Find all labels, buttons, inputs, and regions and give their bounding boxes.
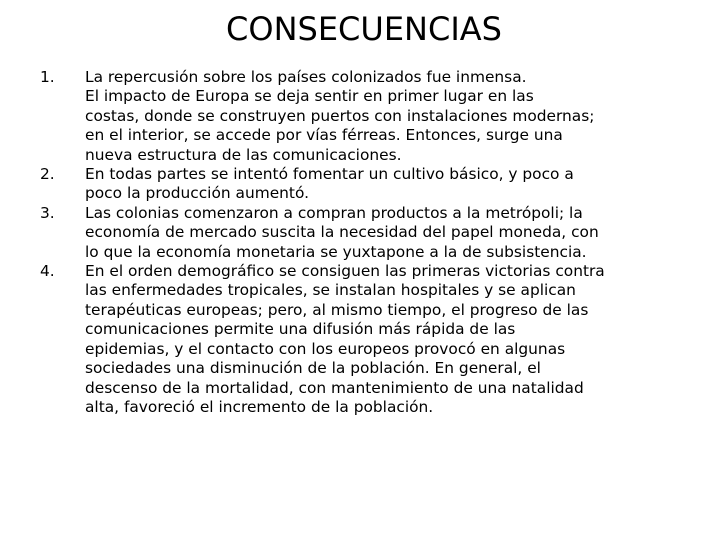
bullet-list [40, 68, 690, 417]
item-text-line: nueva estructura de las comunicaciones. [85, 145, 402, 164]
item-text-line: alta, favoreció el incremento de la población. [85, 397, 434, 416]
list-item [40, 165, 690, 204]
item-text-line: lo que la economía monetaria se yuxtapone a la de subsistencia. [85, 242, 587, 261]
item-text-line: epidemias, y el contacto con los europeos provocó en algunas [85, 339, 566, 358]
item-text-line: comunicaciones permite una difusión más rápida de las [85, 320, 516, 339]
item-number: 4. [40, 262, 55, 281]
item-text-line: en el interior, se accede por vías férreas. Entonces, surge una [85, 126, 563, 145]
item-number: 1. [40, 68, 55, 86]
slide-title: CONSECUENCIAS [226, 10, 502, 48]
item-text-line: En el orden demográfico se consiguen las primeras victorias contra [85, 262, 605, 281]
item-text-line: Las colonias comenzaron a compran productos a la metrópoli; la [85, 203, 583, 222]
item-text-line: terapéuticas europeas; pero, al mismo tiempo, el progreso de las [85, 300, 589, 319]
item-text-line: economía de mercado suscita la necesidad del papel moneda, con [85, 223, 599, 242]
list-item [40, 262, 690, 417]
item-text-line: El impacto de Europa se deja sentir en primer lugar en las [85, 87, 534, 106]
item-text-line: sociedades una disminución de la población. En general, el [85, 359, 541, 378]
item-text-line: descenso de la mortalidad, con mantenimiento de una natalidad [85, 378, 584, 397]
item-number: 3. [40, 203, 55, 222]
item-number: 2. [40, 165, 55, 184]
list-item [40, 204, 690, 262]
item-text-line: En todas partes se intentó fomentar un cultivo básico, y poco a [85, 165, 574, 184]
item-text-line: poco la producción aumentó. [85, 184, 309, 203]
item-text-line: costas, donde se construyen puertos con instalaciones modernas; [85, 106, 595, 125]
item-text-line: las enfermedades tropicales, se instalan hospitales y se aplican [85, 281, 576, 300]
item-text-line: La repercusión sobre los países colonizados fue inmensa. [85, 68, 527, 86]
list-item [40, 68, 690, 165]
